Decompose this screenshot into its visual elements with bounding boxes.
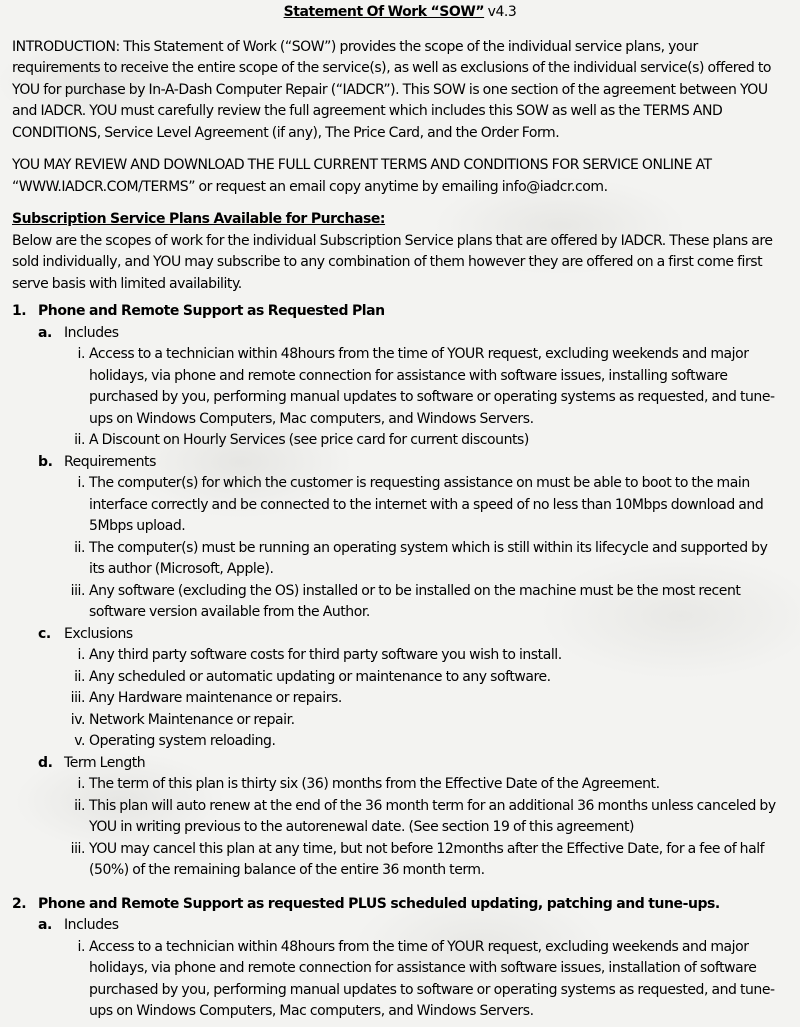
section-letter: b. [38, 453, 53, 470]
item-text: Any software (excluding the OS) installed or to be installed on the machine must be the most recent software version available from the Author. [89, 582, 741, 620]
item-text: Access to a technician within 48hours from the time of YOUR request, excluding weekends and major holidays, via phone and remote connection for assistance with software issues, installation of software purchased by you, performing manual updates to software or operating systems as requested, and tune-ups on Windows Computers, Mac computers, and Windows Servers. [89, 938, 775, 1019]
title-version: v4.3 [484, 4, 517, 20]
section-heading [0, 323, 800, 345]
plan-block [0, 894, 800, 1023]
section-letter: c. [38, 625, 51, 642]
item-text: Any third party software costs for third party software you wish to install. [89, 647, 562, 663]
roman-numeral: v. [74, 733, 85, 749]
roman-numeral: i. [77, 776, 85, 792]
section-label: Includes [64, 324, 119, 341]
roman-numeral: i. [77, 346, 85, 362]
section-label: Exclusions [64, 625, 133, 642]
section-letter: a. [38, 324, 52, 341]
roman-numeral: ii. [74, 432, 85, 448]
title-main: Statement Of Work “SOW” [283, 4, 485, 20]
roman-numeral: iv. [70, 711, 85, 728]
item-text: Access to a technician within 48hours from the time of YOUR request, excluding weekends and major holidays, via phone and remote connection for assistance with software issues, installing software purchased by you, performing manual updates to software or operating systems as requested, and tune-ups on Windows Computers, Mac computers, and Windows Servers. [89, 346, 775, 427]
item-text: The computer(s) must be running an operating system which is still within its lifecycle and supported by its author (Microsoft, Apple). [89, 539, 768, 577]
list-item [0, 667, 800, 689]
roman-numeral: iii. [70, 840, 85, 857]
plans-intro: Below are the scopes of work for the individual Subscription Service plans that are offered by IADCR. These plans are sold individually, and YOU may subscribe to any combination of them however they are offered on a first come first serve basis with limited availability. [12, 232, 773, 292]
item-text: Any scheduled or automatic updating or maintenance to any software. [89, 668, 551, 685]
roman-numeral: iii. [70, 582, 85, 599]
item-text: The term of this plan is thirty six (36) months from the Effective Date of the Agreement. [89, 776, 660, 792]
section-heading [0, 624, 800, 646]
document-title [0, 2, 800, 24]
plan-block [0, 301, 800, 882]
plan-title-text: Phone and Remote Support as requested PLUS scheduled updating, patching and tune-ups. [38, 895, 720, 912]
roman-numeral: ii. [74, 668, 85, 685]
list-item [0, 731, 800, 753]
plan-title [0, 301, 800, 323]
list-item [0, 645, 800, 667]
item-text: The computer(s) for which the customer is requesting assistance on must be able to boot to the main interface correctly and be connected to the internet with a speed of no less than 10Mbps download and 5Mbps upload. [89, 475, 764, 534]
section-heading [0, 452, 800, 474]
roman-numeral: ii. [74, 797, 85, 814]
section-label: Term Length [64, 754, 146, 771]
item-text: Network Maintenance or repair. [89, 711, 295, 728]
plan-number: 2. [12, 895, 27, 912]
section-label: Includes [64, 917, 119, 933]
item-text: A Discount on Hourly Services (see price card for current discounts) [89, 432, 529, 448]
section-heading [0, 915, 800, 937]
item-text: Any Hardware maintenance or repairs. [89, 690, 342, 706]
list-item [0, 839, 800, 882]
plan-title-text: Phone and Remote Support as Requested Plan [38, 303, 385, 319]
plan-title [0, 894, 800, 916]
section-label: Requirements [64, 453, 156, 470]
intro-paragraph: INTRODUCTION: This Statement of Work (“SOW”) provides the scope of the individual service plans, your requirements to receive the entire scope of the service(s), as well as exclusions of the individual service(s) offered to YOU for purchase by In-A-Dash Computer Repair (“IADCR”). This SOW is one section of the agreement between YOU and IADCR. YOU must carefully review the full agreement which includes this SOW as well as the TERMS AND CONDITIONS, Service Level Agreement (if any), The Price Card, and the Order Form. [12, 38, 771, 141]
list-item [0, 796, 800, 839]
plans-heading: Subscription Service Plans Available for Purchase: [12, 211, 386, 227]
section-heading [0, 753, 800, 775]
list-item [0, 344, 800, 430]
roman-numeral: i. [77, 938, 85, 955]
list-item [0, 581, 800, 624]
list-item [0, 688, 800, 710]
roman-numeral: i. [77, 647, 85, 663]
item-text: YOU may cancel this plan at any time, but not before 12months after the Effective Date, for a fee of half (50%) of the remaining balance of the entire 36 month term. [89, 840, 765, 878]
section-letter: d. [38, 754, 53, 771]
list-item [0, 473, 800, 538]
roman-numeral: i. [77, 475, 85, 491]
item-text: This plan will auto renew at the end of the 36 month term for an additional 36 months unless canceled by YOU in writing previous to the autorenewal date. (See section 19 of this agreement) [89, 797, 776, 835]
list-item [0, 774, 800, 796]
list-item [0, 538, 800, 581]
review-paragraph: YOU MAY REVIEW AND DOWNLOAD THE FULL CURRENT TERMS AND CONDITIONS FOR SERVICE ONLINE AT “WWW.IADCR.COM/TERMS” or request an email copy anytime by emailing info@iadcr.com. [12, 157, 712, 195]
roman-numeral: iii. [70, 690, 85, 706]
list-item [0, 710, 800, 732]
list-item [0, 937, 800, 1023]
item-text: Operating system reloading. [89, 733, 276, 749]
plan-number: 1. [12, 303, 27, 319]
roman-numeral: ii. [74, 539, 85, 556]
section-letter: a. [38, 917, 52, 933]
list-item [0, 430, 800, 452]
